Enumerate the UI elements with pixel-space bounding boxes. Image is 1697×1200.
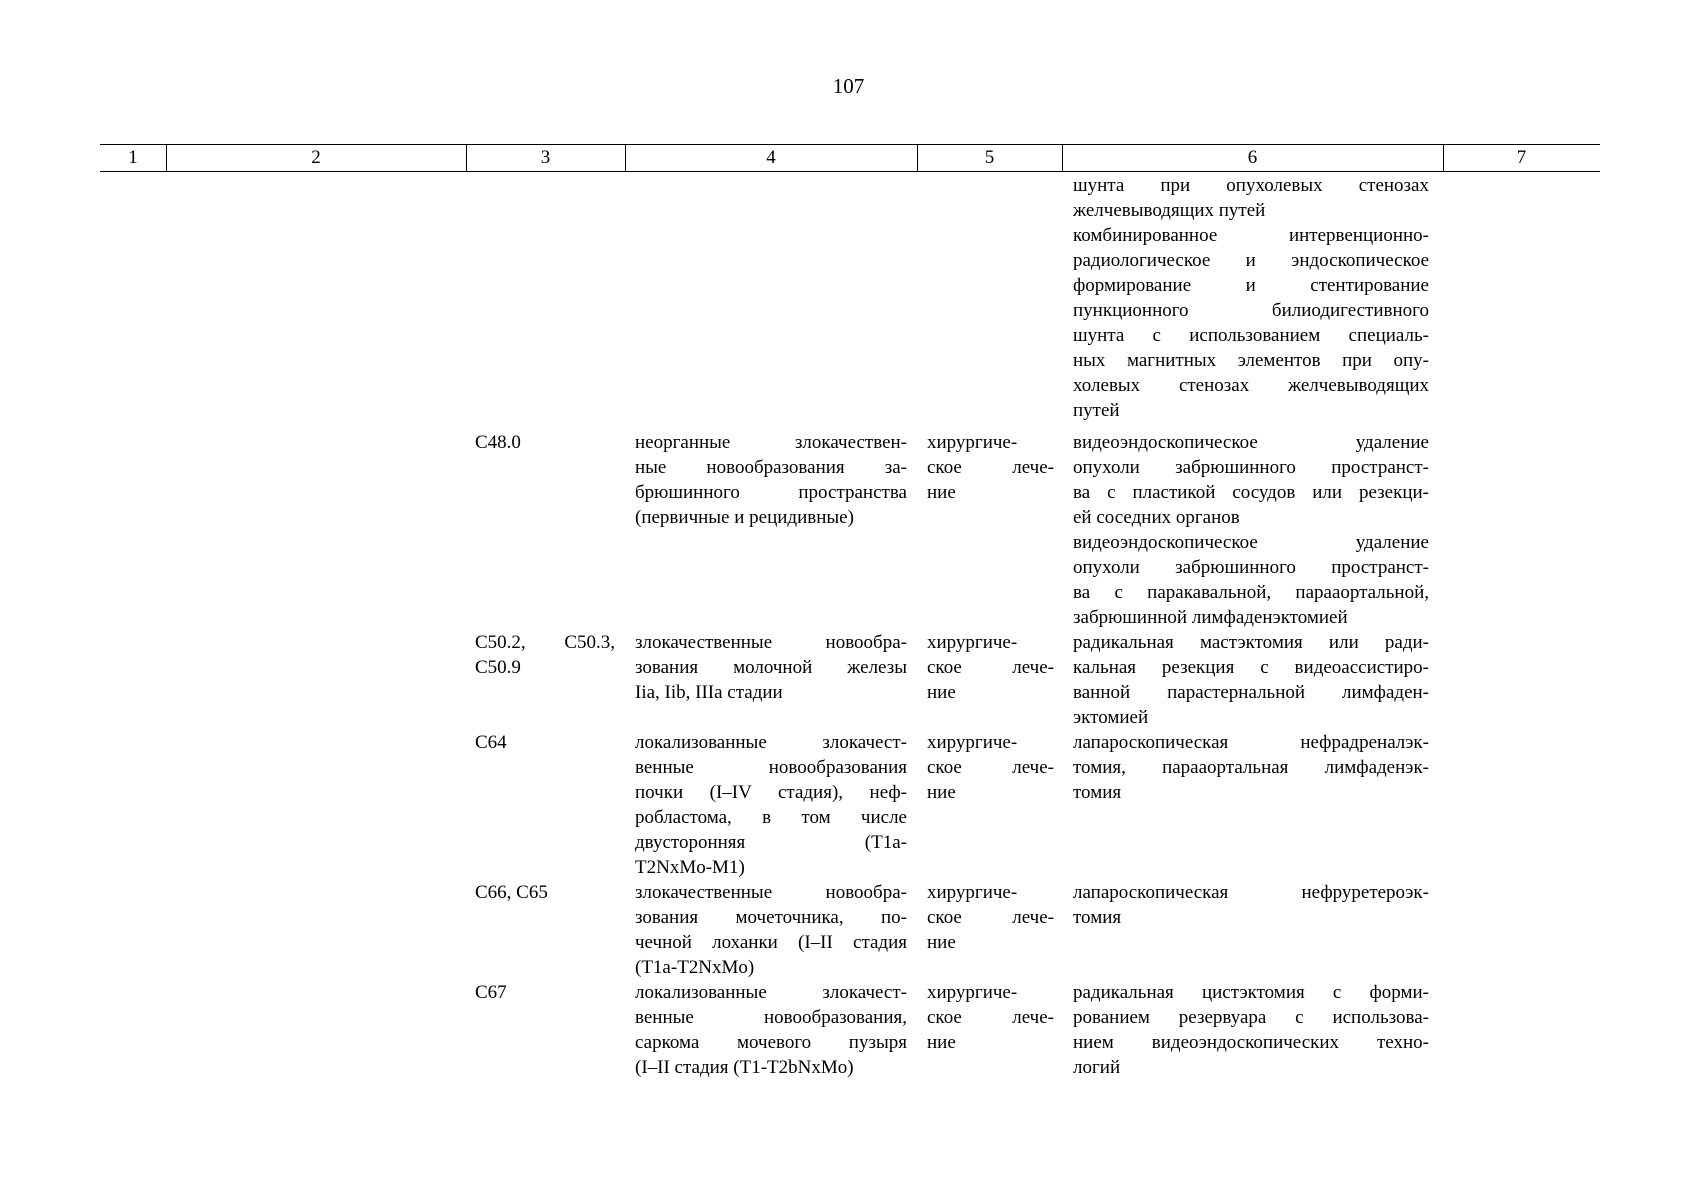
- text-line: желчевыводящих путей: [1073, 200, 1266, 221]
- text-line: лапароскопическая нефрадреналэк-: [1073, 732, 1429, 753]
- text-line: ных магнитных элементов при опу-: [1073, 350, 1429, 371]
- methods-cell: [1073, 980, 1429, 1080]
- column-header-6: 6: [1247, 147, 1258, 168]
- text-line: Iia, Iib, IIIa стадии: [635, 682, 783, 703]
- treatment-cell: [927, 630, 1054, 705]
- continuation-methods-cell: [1073, 173, 1429, 423]
- column-header-2: 2: [311, 147, 321, 168]
- text-line: нием видеоэндоскопических техно-: [1073, 1032, 1429, 1053]
- text-line: C50.9: [475, 657, 521, 678]
- text-line: венные новообразования: [635, 757, 907, 778]
- text-line: ва с пластикой сосудов или резекци-: [1073, 482, 1429, 503]
- treatment-cell: [927, 880, 1054, 955]
- text-line: томия: [1073, 907, 1122, 928]
- text-line: зования мочеточника, по-: [635, 907, 907, 928]
- text-line: видеоэндоскопическое удаление: [1073, 532, 1429, 553]
- icd-code-cell: [475, 430, 615, 455]
- methods-cell: [1073, 880, 1429, 930]
- methods-cell: [1073, 430, 1429, 630]
- diagnosis-cell: [635, 430, 907, 530]
- text-line: злокачественные новообра-: [635, 882, 907, 903]
- text-line: C48.0: [475, 432, 521, 453]
- text-line: C50.2, C50.3,: [475, 632, 615, 653]
- text-line: брюшинного пространства: [635, 482, 907, 503]
- diagnosis-cell: [635, 730, 907, 880]
- text-line: ское лече-: [927, 1007, 1054, 1028]
- column-header-3: 3: [540, 147, 551, 168]
- treatment-cell: [927, 730, 1054, 805]
- text-line: почки (I–IV стадия), неф-: [635, 782, 907, 803]
- text-line: ние: [927, 682, 956, 703]
- text-line: ванной парастернальной лимфаден-: [1073, 682, 1429, 703]
- methods-cell: [1073, 630, 1429, 730]
- text-line: ные новообразования за-: [635, 457, 907, 478]
- text-line: T2NxMo-M1): [635, 857, 745, 878]
- text-line: злокачественные новообра-: [635, 632, 907, 653]
- text-line: ское лече-: [927, 907, 1054, 928]
- text-line: хирургиче-: [927, 632, 1018, 653]
- text-line: C64: [475, 732, 507, 753]
- text-line: шунта при опухолевых стенозах: [1073, 175, 1429, 196]
- text-line: томия, парааортальная лимфаденэк-: [1073, 757, 1429, 778]
- text-line: опухоли забрюшинного пространст-: [1073, 557, 1429, 578]
- text-line: пункционного билиодигестивного: [1073, 300, 1429, 321]
- text-line: неорганные злокачествен-: [635, 432, 907, 453]
- page-number: 107: [832, 74, 865, 98]
- diagnosis-cell: [635, 980, 907, 1080]
- text-line: ние: [927, 482, 956, 503]
- methods-cell: [1073, 730, 1429, 805]
- text-line: зования молочной железы: [635, 657, 907, 678]
- text-line: шунта с использованием специаль-: [1073, 325, 1429, 346]
- text-line: хирургиче-: [927, 432, 1018, 453]
- text-line: опухоли забрюшинного пространст-: [1073, 457, 1429, 478]
- text-line: C67: [475, 982, 507, 1003]
- icd-code-cell: [475, 980, 615, 1005]
- text-line: холевых стенозах желчевыводящих: [1073, 375, 1429, 396]
- text-line: ское лече-: [927, 657, 1054, 678]
- text-line: ское лече-: [927, 757, 1054, 778]
- text-line: хирургиче-: [927, 982, 1018, 1003]
- text-line: локализованные злокачест-: [635, 732, 907, 753]
- text-line: хирургиче-: [927, 882, 1018, 903]
- text-line: лапароскопическая нефруретероэк-: [1073, 882, 1429, 903]
- text-line: формирование и стентирование: [1073, 275, 1429, 296]
- icd-code-cell: [475, 730, 615, 755]
- treatment-cell: [927, 430, 1054, 505]
- text-line: радикальная цистэктомия с форми-: [1073, 982, 1429, 1003]
- text-line: рованием резервуара с использова-: [1073, 1007, 1429, 1028]
- column-header-4: 4: [766, 147, 776, 168]
- table-header-row: [100, 144, 1600, 172]
- text-line: видеоэндоскопическое удаление: [1073, 432, 1429, 453]
- diagnosis-cell: [635, 630, 907, 705]
- text-line: ей соседних органов: [1073, 507, 1240, 528]
- text-line: радиологическое и эндоскопическое: [1073, 250, 1429, 271]
- text-line: радикальная мастэктомия или ради-: [1073, 632, 1429, 653]
- diagnosis-cell: [635, 880, 907, 980]
- text-line: ние: [927, 1032, 956, 1053]
- text-line: томия: [1073, 782, 1122, 803]
- column-header-5: 5: [984, 147, 995, 168]
- text-line: забрюшинной лимфаденэктомией: [1073, 607, 1348, 628]
- text-line: комбинированное интервенционно-: [1073, 225, 1429, 246]
- text-line: (первичные и рецидивные): [635, 507, 854, 528]
- text-line: венные новообразования,: [635, 1007, 907, 1028]
- icd-code-cell: [475, 880, 615, 905]
- text-line: саркома мочевого пузыря: [635, 1032, 907, 1053]
- text-line: кальная резекция с видеоассистиро-: [1073, 657, 1429, 678]
- text-line: двусторонняя (T1a-: [635, 832, 907, 853]
- text-line: робластома, в том числе: [635, 807, 907, 828]
- text-line: ние: [927, 782, 956, 803]
- column-header-7: 7: [1516, 147, 1527, 168]
- column-header-1: 1: [128, 147, 138, 168]
- text-line: C66, C65: [475, 882, 548, 903]
- text-line: хирургиче-: [927, 732, 1018, 753]
- treatment-cell: [927, 980, 1054, 1055]
- text-line: ние: [927, 932, 956, 953]
- text-line: (I–II стадия (T1-T2bNxMo): [635, 1057, 854, 1078]
- text-line: ское лече-: [927, 457, 1054, 478]
- text-line: (T1a-T2NxMo): [635, 957, 755, 978]
- text-line: ва с паракавальной, парааортальной,: [1073, 582, 1429, 603]
- text-line: логий: [1073, 1057, 1121, 1078]
- text-line: путей: [1073, 400, 1120, 421]
- icd-code-cell: [475, 630, 615, 680]
- text-line: локализованные злокачест-: [635, 982, 907, 1003]
- text-line: чечной лоханки (I–II стадия: [635, 932, 907, 953]
- text-line: эктомией: [1073, 707, 1149, 728]
